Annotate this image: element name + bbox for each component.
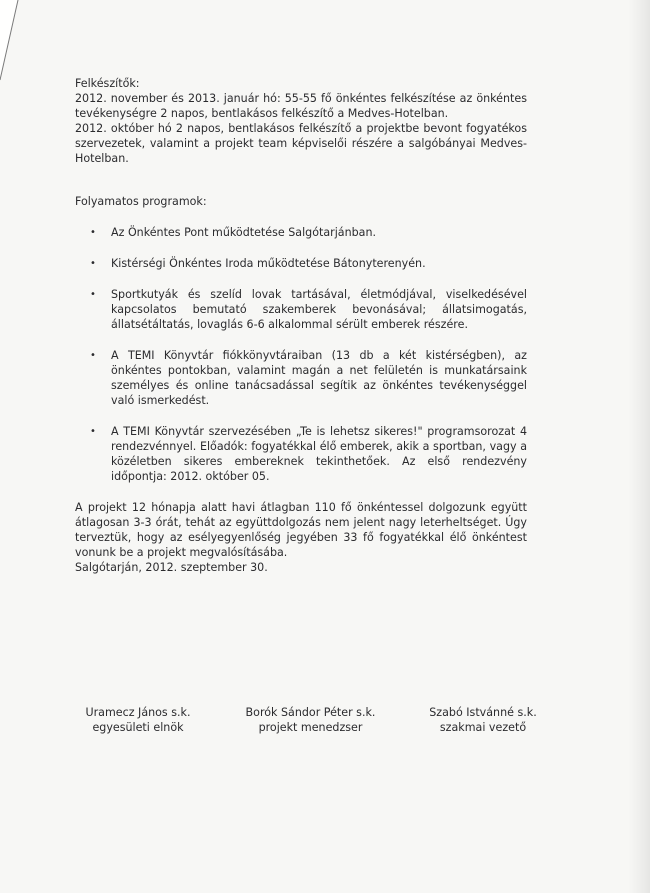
signer-role: projekt menedzser — [258, 721, 363, 734]
signer-name: Szabó Istvánné s.k. — [429, 706, 537, 719]
bullet-icon: • — [90, 289, 96, 300]
prep-paragraph-1: 2012. november és 2013. január hó: 55-55 fő önkéntes felkészítése az önkéntes tevékenységre 2 napos, bentlakásos felkészítő a Medves-Hotelban. — [75, 92, 527, 120]
list-item — [75, 424, 527, 484]
program-text: Sportkutyák és szelíd lovak tartásával, életmódjával, viselkedésével kapcsolatos bemutató szakemberek bevonásával; állatsimogatás, állatsétáltatás, lovaglás 6-6 alkalommal sérült emberek részére. — [111, 288, 527, 331]
programs-heading: Folyamatos programok: — [75, 195, 207, 208]
signer-name: Uramecz János s.k. — [85, 706, 191, 719]
bullet-icon: • — [90, 258, 96, 269]
bullet-icon: • — [90, 426, 96, 437]
signature-3 — [403, 705, 563, 735]
summary-paragraph: A projekt 12 hónapja alatt havi átlagban 110 fő önkéntessel dolgozunk együtt átlagosan 3-3 órát, tehát az együttdolgozás nem jelent nagy leterheltséget. Úgy terveztük, hogy az esélyegyenlőség jegyében 33 fő fogyatékkal élő önkéntest vonunk be a projekt megvalósításába. — [75, 501, 527, 559]
bullet-icon: • — [90, 350, 96, 361]
place-date: Salgótarján, 2012. szeptember 30. — [75, 561, 268, 574]
program-text: Kistérségi Önkéntes Iroda működtetése Bátonyterenyén. — [111, 257, 426, 270]
document-body — [75, 76, 527, 575]
prep-paragraph-2: 2012. október hó 2 napos, bentlakásos felkészítő a projektbe bevont fogyatékos szervezetek, valamint a projekt team képviselői részére a salgóbányai Medves-Hotelban. — [75, 122, 527, 165]
list-item — [75, 225, 527, 240]
programs-list — [75, 225, 527, 484]
signature-block — [58, 705, 558, 745]
page-edge-shadow — [628, 0, 650, 893]
list-item — [75, 256, 527, 271]
list-item — [75, 287, 527, 332]
prep-section — [75, 91, 527, 166]
signer-role: szakmai vezető — [439, 721, 527, 734]
program-text: A TEMI Könyvtár szervezésében „Te is lehetsz sikeres!" programsorozat 4 rendezvénnyel. Előadók: fogyatékkal élő emberek, akik a sportban, vagy a közéletben sikeres embereknek tekinthetőek. Az első rendezvény időpontja: 2012. október 05. — [111, 425, 527, 483]
signer-name: Borók Sándor Péter s.k. — [245, 706, 376, 719]
bullet-icon: • — [90, 227, 96, 238]
program-text: A TEMI Könyvtár fiókkönyvtáraiban (13 db a két kistérségben), az önkéntes pontokban, valamint magán a net felületén is munkatársaink személyes és online tanácsadással segítik az önkéntes tevékenységgel való ismerkedést. — [111, 349, 527, 407]
list-item — [75, 348, 527, 408]
signature-2 — [223, 705, 398, 735]
program-text: Az Önkéntes Pont működtetése Salgótarjánban. — [111, 226, 377, 239]
signer-role: egyesületi elnök — [92, 721, 184, 734]
prep-heading: Felkészítők: — [75, 77, 140, 90]
folded-corner-mark — [0, 0, 60, 90]
signature-1 — [58, 705, 218, 735]
